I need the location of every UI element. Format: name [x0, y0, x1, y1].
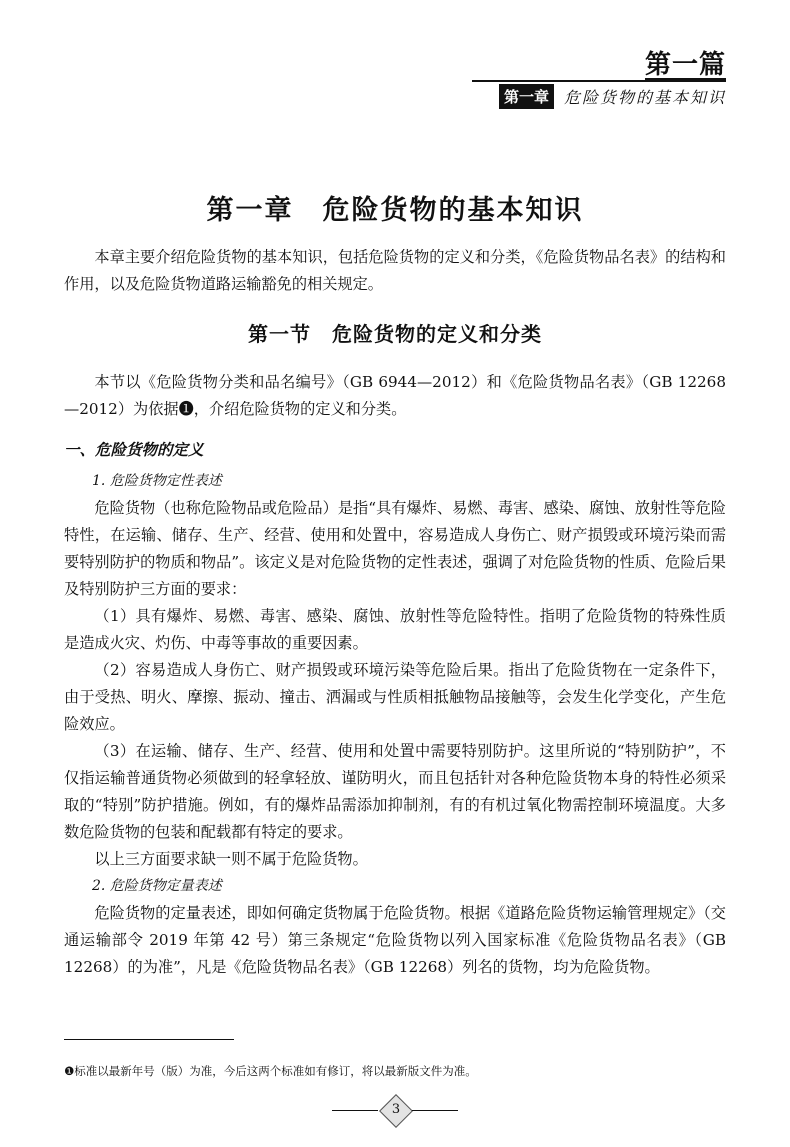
page-number-text: 3: [391, 1102, 401, 1117]
page-content: [64, 244, 726, 981]
item1-paragraph-4: （3）在运输、储存、生产、经营、使用和处置中需要特别防护。这里所说的“特别防护”，不仅指运输普通货物必须做到的轻拿轻放、谨防明火，而且包括针对各种危险货物本身的特性必须采取的“特别”防护措施。例如，有的爆炸品需添加抑制剂，有的有机过氧化物需控制环境温度。大多数危险货物的包装和配载都有特定的要求。: [64, 742, 726, 841]
item1-title: 1. 危险货物定性表述: [92, 473, 222, 489]
item1-paragraph-2: （1）具有爆炸、易燃、毒害、感染、腐蚀、放射性等危险特性。指明了危险货物的特殊性质是造成火灾、灼伤、中毒等事故的重要因素。: [64, 607, 726, 652]
item1-paragraph-3: （2）容易造成人身伤亡、财产损毁或环境污染等危险后果。指出了危险货物在一定条件下，由于受热、明火、摩擦、振动、撞击、洒漏或与性质相抵触物品接触等，会发生化学变化，产生危险效应。: [64, 661, 726, 733]
item2-paragraph: 危险货物的定量表述，即如何确定货物属于危险货物。根据《道路危险货物运输管理规定》（交通运输部令 2019 年第 42 号）第三条规定“危险货物以列入国家标准《危险货物品名表》（GB 12268）的为准”，凡是《危险货物品名表》（GB 12268）列名的货物，均为危险货物。: [64, 904, 726, 976]
chapter-title: 第一章 危险货物的基本知识: [206, 195, 584, 226]
header-chapter-label: 第一章: [499, 84, 554, 109]
item1-paragraph-5: 以上三方面要求缺一则不属于危险货物。: [94, 850, 368, 868]
header-chapter-title: 危险货物的基本知识: [563, 88, 726, 107]
page-number: [332, 1098, 458, 1122]
footnote-rule: [64, 1039, 234, 1040]
subsection-title: 一、危险货物的定义: [64, 440, 204, 459]
section-title: 第一节 危险货物的定义和分类: [248, 322, 542, 346]
running-header: [499, 84, 726, 109]
page-number-line-right: [412, 1110, 458, 1111]
section-intro: 本节以《危险货物分类和品名编号》（GB 6944—2012）和《危险货物品名表》（GB 12268—2012）为依据❶，介绍危险货物的定义和分类。: [64, 373, 726, 418]
header-rule: [472, 80, 726, 82]
page-number-line-left: [332, 1110, 378, 1111]
chapter-intro: 本章主要介绍危险货物的基本知识，包括危险货物的定义和分类，《危险货物品名表》的结构和作用，以及危险货物道路运输豁免的相关规定。: [64, 248, 726, 293]
item2-title: 2. 危险货物定量表述: [92, 878, 222, 894]
header-part-title: 第一篇: [644, 50, 726, 80]
item1-paragraph-1: 危险货物（也称危险物品或危险品）是指“具有爆炸、易燃、毒害、感染、腐蚀、放射性等危险特性，在运输、储存、生产、经营、使用和处置中，容易造成人身伤亡、财产损毁或环境污染而需要特别防护的物质和物品”。该定义是对危险货物的定性表述，强调了对危险货物的性质、危险后果及特别防护三方面的要求：: [64, 499, 726, 598]
footnote: ❶标准以最新年号（版）为准，今后这两个标准如有修订，将以最新版文件为准。: [64, 1064, 477, 1078]
